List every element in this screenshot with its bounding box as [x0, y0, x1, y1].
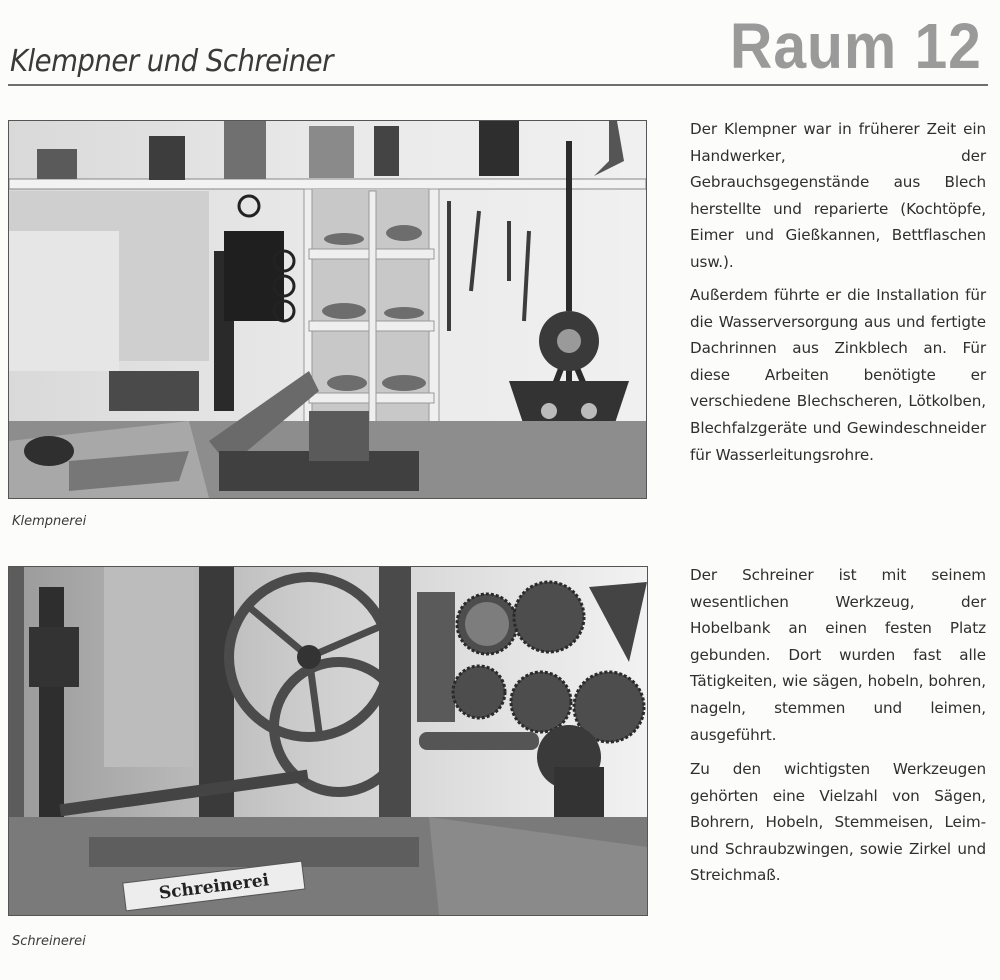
photo-caption-schreinerei: Schreinerei	[12, 934, 86, 949]
paragraph-schreiner-tools: Zu den wichtigsten Werkzeugen gehörten eine Vielzahl von Sägen, Bohrern, Hobeln, Stemmeisen, Leim- und Schraubzwingen, sowie Zirkel und Streichmaß.	[690, 760, 986, 885]
photo-caption-klempnerei: Klempnerei	[12, 514, 87, 529]
schreinerei-sign-text: Schreinerei	[157, 870, 271, 904]
workshop-photo-illustration	[9, 121, 646, 498]
workshop-photo-illustration	[9, 567, 647, 915]
room-title: Raum 12	[730, 10, 982, 82]
header-rule	[8, 84, 988, 86]
paragraph-schreiner-intro: Der Schreiner ist mit seinem wesentlichen Werkzeug, der Hobelbank an einen festen Platz gebunden. Dort wurden fast alle Tätigkeiten, wie sägen, hobeln, bohren, nageln, stemmen und leimen, ausgeführt.	[690, 566, 986, 744]
photo-klempnerei	[8, 120, 647, 499]
paragraph-klempner-intro: Der Klempner war in früherer Zeit ein Handwerker, der Gebrauchsgegenstände aus Blech herstellte und reparierte (Kochtöpfe, Eimer und Gießkannen, Bettflaschen usw.).	[690, 120, 986, 271]
section-subtitle: Klempner und Schreiner	[10, 44, 333, 79]
paragraph-klempner-tasks: Außerdem führte er die Installation für die Wasserversorgung aus und fertigte Dachrinnen aus Zinkblech an. Für diese Arbeiten benötigte er verschiedene Blechscheren, Lötkolben, Blechfalzgeräte und Gewindeschneider für Wasserleitungsrohre.	[690, 286, 986, 464]
photo-schreinerei	[8, 566, 648, 916]
